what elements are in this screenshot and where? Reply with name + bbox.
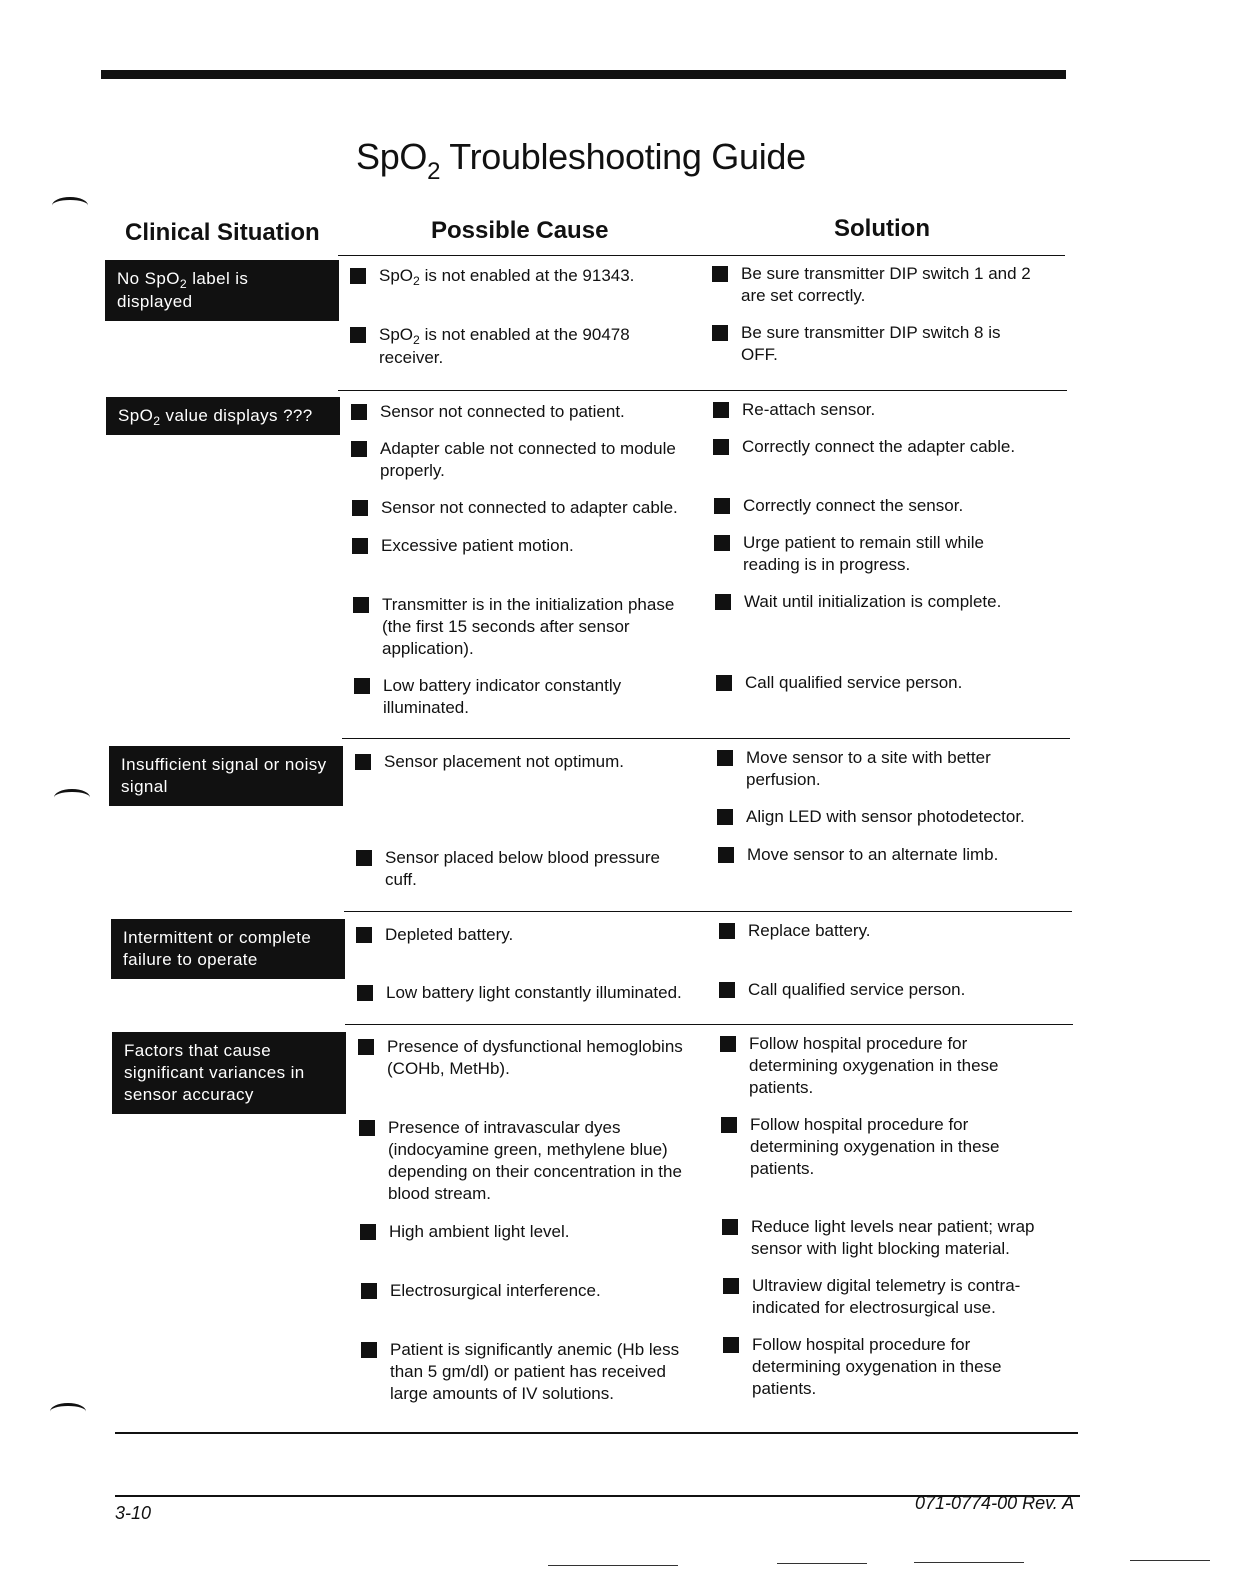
punch-hole-mark xyxy=(50,1403,86,1420)
cause-item: Presence of dysfunctional hemoglobins (COHb, MetHb). xyxy=(358,1036,703,1080)
solution-item: Move sensor to an alternate limb. xyxy=(718,844,1058,866)
scan-artifact-line xyxy=(548,1565,678,1566)
header-clinical-situation: Clinical Situation xyxy=(125,219,320,246)
cause-item: Sensor not connected to patient. xyxy=(351,401,701,423)
header-possible-cause: Possible Cause xyxy=(431,217,609,244)
bullet-square-icon xyxy=(716,675,732,691)
situation-spo2-value-unknown: SpO$_2$ value displays ??? xyxy=(106,397,340,435)
scan-artifact-line xyxy=(777,1563,867,1564)
cause-item: Patient is significantly anemic (Hb less than 5 gm/dl) or patient has received large amounts of IV solutions. xyxy=(361,1339,706,1405)
bullet-square-icon xyxy=(358,1039,374,1055)
page-number: 3-10 xyxy=(115,1503,152,1523)
bullet-square-icon xyxy=(713,402,729,418)
bullet-square-icon xyxy=(719,982,735,998)
section-rule xyxy=(338,255,1065,256)
bullet-square-icon xyxy=(722,1219,738,1235)
top-rule xyxy=(101,70,1066,79)
solution-item: Re-attach sensor. xyxy=(713,399,1053,421)
bullet-square-icon xyxy=(717,809,733,825)
section-rule xyxy=(345,1024,1073,1025)
scan-artifact-line xyxy=(1130,1560,1210,1561)
solution-item: Correctly connect the sensor. xyxy=(714,495,1054,517)
section-rule xyxy=(344,911,1072,912)
bullet-square-icon xyxy=(714,535,730,551)
bullet-square-icon xyxy=(359,1120,375,1136)
cause-item: Excessive patient motion. xyxy=(352,535,702,557)
solution-item: Reduce light levels near patient; wrap sensor with light blocking material. xyxy=(722,1216,1062,1260)
bullet-square-icon xyxy=(723,1278,739,1294)
situation-no-spo2-label: No SpO$_2$ label is displayed xyxy=(105,260,339,321)
solution-item: Call qualified service person. xyxy=(719,979,1059,1001)
solution-item: Correctly connect the adapter cable. xyxy=(713,436,1053,458)
document-number: 071-0774-00 Rev. A xyxy=(915,1493,1075,1513)
bullet-square-icon xyxy=(356,850,372,866)
cause-item: High ambient light level. xyxy=(360,1221,710,1243)
section-rule xyxy=(338,390,1067,391)
bullet-square-icon xyxy=(721,1117,737,1133)
solution-item: Follow hospital procedure for determining oxygenation in these patients. xyxy=(720,1033,1020,1099)
solution-item: Call qualified service person. xyxy=(716,672,1056,694)
bullet-square-icon xyxy=(355,754,371,770)
bullet-square-icon xyxy=(353,597,369,613)
bullet-square-icon xyxy=(361,1342,377,1358)
solution-item: Be sure transmitter DIP switch 8 is OFF. xyxy=(712,322,1032,366)
cause-item: Sensor placed below blood pressure cuff. xyxy=(356,847,686,891)
bullet-square-icon xyxy=(718,847,734,863)
bullet-square-icon xyxy=(713,439,729,455)
bullet-square-icon xyxy=(712,325,728,341)
bullet-square-icon xyxy=(717,750,733,766)
cause-item: SpO$_2$ is not enabled at the 91343. xyxy=(350,265,700,288)
bullet-square-icon xyxy=(352,500,368,516)
bullet-square-icon xyxy=(351,441,367,457)
situation-intermittent-failure: Intermittent or complete failure to operate xyxy=(111,919,345,979)
punch-hole-mark xyxy=(52,197,88,214)
cause-item: Presence of intravascular dyes (indocyamine green, methylene blue) depending on their concentration in the blood stream. xyxy=(359,1117,704,1205)
solution-item: Align LED with sensor photodetector. xyxy=(717,806,1062,828)
bullet-square-icon xyxy=(714,498,730,514)
bullet-square-icon xyxy=(352,538,368,554)
cause-item: SpO$_2$ is not enabled at the 90478 receiver. xyxy=(350,324,680,369)
solution-item: Follow hospital procedure for determining oxygenation in these patients. xyxy=(721,1114,1021,1180)
cause-item: Sensor not connected to adapter cable. xyxy=(352,497,702,519)
solution-item: Ultraview digital telemetry is contra-indicated for electrosurgical use. xyxy=(723,1275,1043,1319)
cause-item: Sensor placement not optimum. xyxy=(355,751,705,773)
solution-item: Wait until initialization is complete. xyxy=(715,591,1055,613)
cause-item: Depleted battery. xyxy=(356,924,706,946)
scan-artifact-line xyxy=(914,1562,1024,1563)
solution-item: Urge patient to remain still while reading is in progress. xyxy=(714,532,1014,576)
punch-hole-mark xyxy=(54,789,90,806)
header-solution: Solution xyxy=(834,215,930,242)
bullet-square-icon xyxy=(354,678,370,694)
situation-sensor-accuracy-factors: Factors that cause significant variances in sensor accuracy xyxy=(112,1032,346,1114)
page-title: SpO$_2$ Troubleshooting Guide xyxy=(356,136,806,185)
bullet-square-icon xyxy=(360,1224,376,1240)
bullet-square-icon xyxy=(715,594,731,610)
solution-item: Replace battery. xyxy=(719,920,1059,942)
section-rule xyxy=(342,738,1070,739)
bullet-square-icon xyxy=(350,327,366,343)
solution-item: Move sensor to a site with better perfusion. xyxy=(717,747,1027,791)
cause-item: Low battery light constantly illuminated. xyxy=(357,982,712,1004)
bullet-square-icon xyxy=(361,1283,377,1299)
cause-item: Transmitter is in the initialization phase (the first 15 seconds after sensor application). xyxy=(353,594,698,660)
cause-item: Adapter cable not connected to module properly. xyxy=(351,438,701,482)
bullet-square-icon xyxy=(350,268,366,284)
bullet-square-icon xyxy=(357,985,373,1001)
solution-item: Follow hospital procedure for determining oxygenation in these patients. xyxy=(723,1334,1023,1400)
bullet-square-icon xyxy=(712,266,728,282)
bullet-square-icon xyxy=(351,404,367,420)
cause-item: Electrosurgical interference. xyxy=(361,1280,711,1302)
table-bottom-rule xyxy=(115,1432,1078,1434)
bullet-square-icon xyxy=(719,923,735,939)
solution-item: Be sure transmitter DIP switch 1 and 2 are set correctly. xyxy=(712,263,1052,307)
bullet-square-icon xyxy=(720,1036,736,1052)
cause-item: Low battery indicator constantly illuminated. xyxy=(354,675,664,719)
situation-insufficient-signal: Insufficient signal or noisy signal xyxy=(109,746,343,806)
bullet-square-icon xyxy=(356,927,372,943)
bullet-square-icon xyxy=(723,1337,739,1353)
